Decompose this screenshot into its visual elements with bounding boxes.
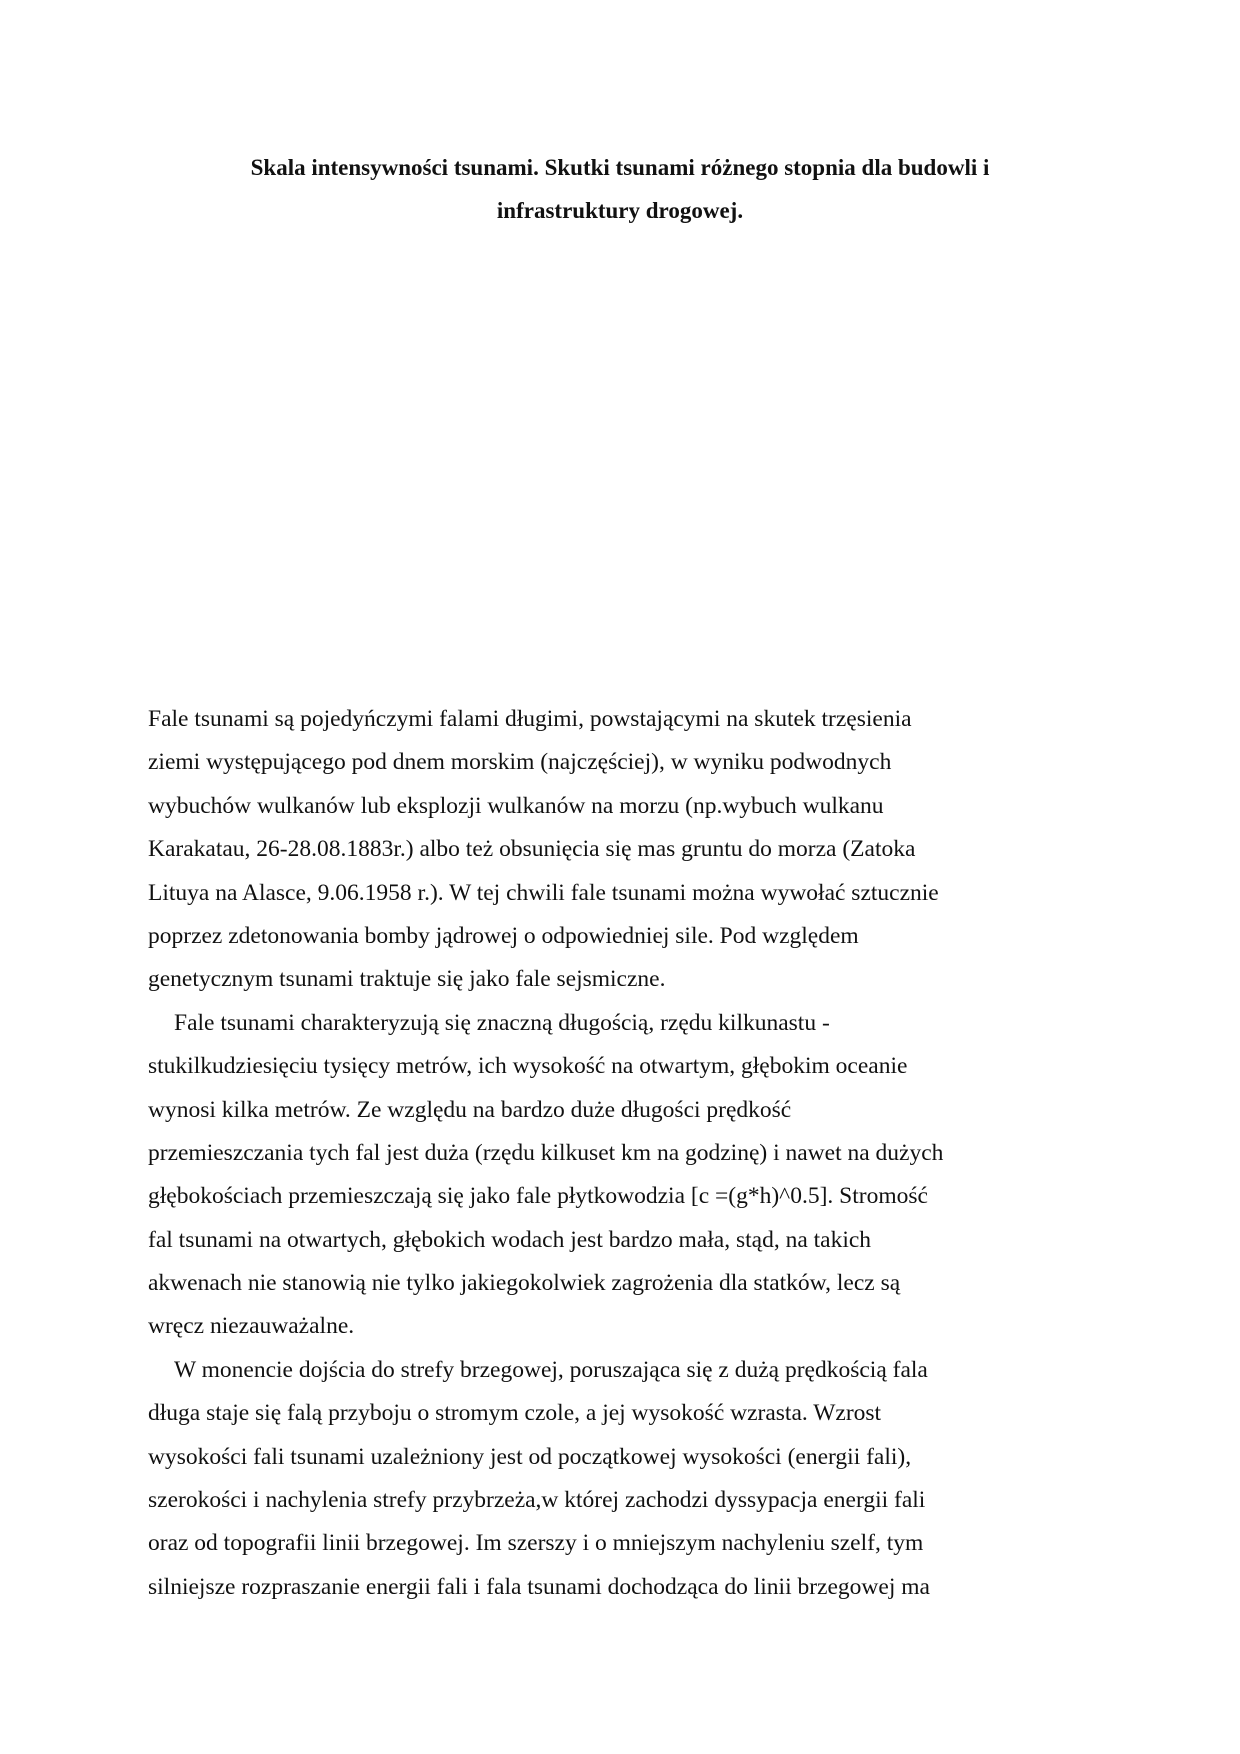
paragraph-3	[148, 1349, 1008, 1609]
text-line: Karakatau, 26-28.08.1883r.) albo też obsunięcia się mas gruntu do morza (Zatoka	[148, 836, 916, 863]
text-line: W monencie dojścia do strefy brzegowej, poruszająca się z dużą prędkością fala	[174, 1356, 928, 1383]
text-line: oraz od topografii linii brzegowej. Im szerszy i o mniejszym nachyleniu szelf, tym	[148, 1530, 924, 1557]
document-title	[140, 146, 1100, 232]
text-line: genetycznym tsunami traktuje się jako fale sejsmiczne.	[148, 966, 666, 993]
text-line: przemieszczania tych fal jest duża (rzędu kilkuset km na godzinę) i nawet na dużych	[148, 1139, 944, 1166]
text-line: wybuchów wulkanów lub eksplozji wulkanów na morzu (np.wybuch wulkanu	[148, 792, 884, 819]
text-line: wynosi kilka metrów. Ze względu na bardzo duże długości prędkość	[148, 1096, 792, 1123]
title-line-2: infrastruktury drogowej.	[496, 198, 744, 223]
text-line: fal tsunami na otwartych, głębokich wodach jest bardzo mała, stąd, na takich	[148, 1226, 872, 1253]
text-line: wręcz niezauważalne.	[148, 1313, 355, 1340]
body-text	[148, 698, 1008, 1609]
paragraph-2	[148, 1002, 1008, 1349]
text-line: silniejsze rozpraszanie energii fali i fala tsunami dochodząca do linii brzegowej ma	[148, 1573, 930, 1600]
text-line: ziemi występującego pod dnem morskim (najczęściej), w wyniku podwodnych	[148, 749, 892, 776]
text-line: poprzez zdetonowania bomby jądrowej o odpowiedniej sile. Pod względem	[148, 922, 859, 949]
text-line: Lituya na Alasce, 9.06.1958 r.). W tej chwili fale tsunami można wywołać sztucznie	[148, 879, 939, 906]
paragraph-1	[148, 698, 1008, 1002]
text-line: głębokościach przemieszczają się jako fale płytkowodzia [c =(g*h)^0.5]. Stromość	[148, 1183, 928, 1210]
title-line-1: Skala intensywności tsunami. Skutki tsunami różnego stopnia dla budowli i	[250, 155, 990, 180]
text-line: Fale tsunami charakteryzują się znaczną długością, rzędu kilkunastu -	[174, 1009, 830, 1036]
text-line: stukilkudziesięciu tysięcy metrów, ich wysokość na otwartym, głębokim oceanie	[148, 1053, 908, 1080]
text-line: akwenach nie stanowią nie tylko jakiegokolwiek zagrożenia dla statków, lecz są	[148, 1270, 901, 1297]
text-line: Fale tsunami są pojedyńczymi falami długimi, powstającymi na skutek trzęsienia	[148, 706, 912, 732]
text-line: wysokości fali tsunami uzależniony jest od początkowej wysokości (energii fali),	[148, 1443, 912, 1470]
text-line: szerokości i nachylenia strefy przybrzeża,w której zachodzi dyssypacja energii fali	[148, 1487, 926, 1514]
text-line: długa staje się falą przyboju o stromym czole, a jej wysokość wzrasta. Wzrost	[148, 1400, 882, 1427]
